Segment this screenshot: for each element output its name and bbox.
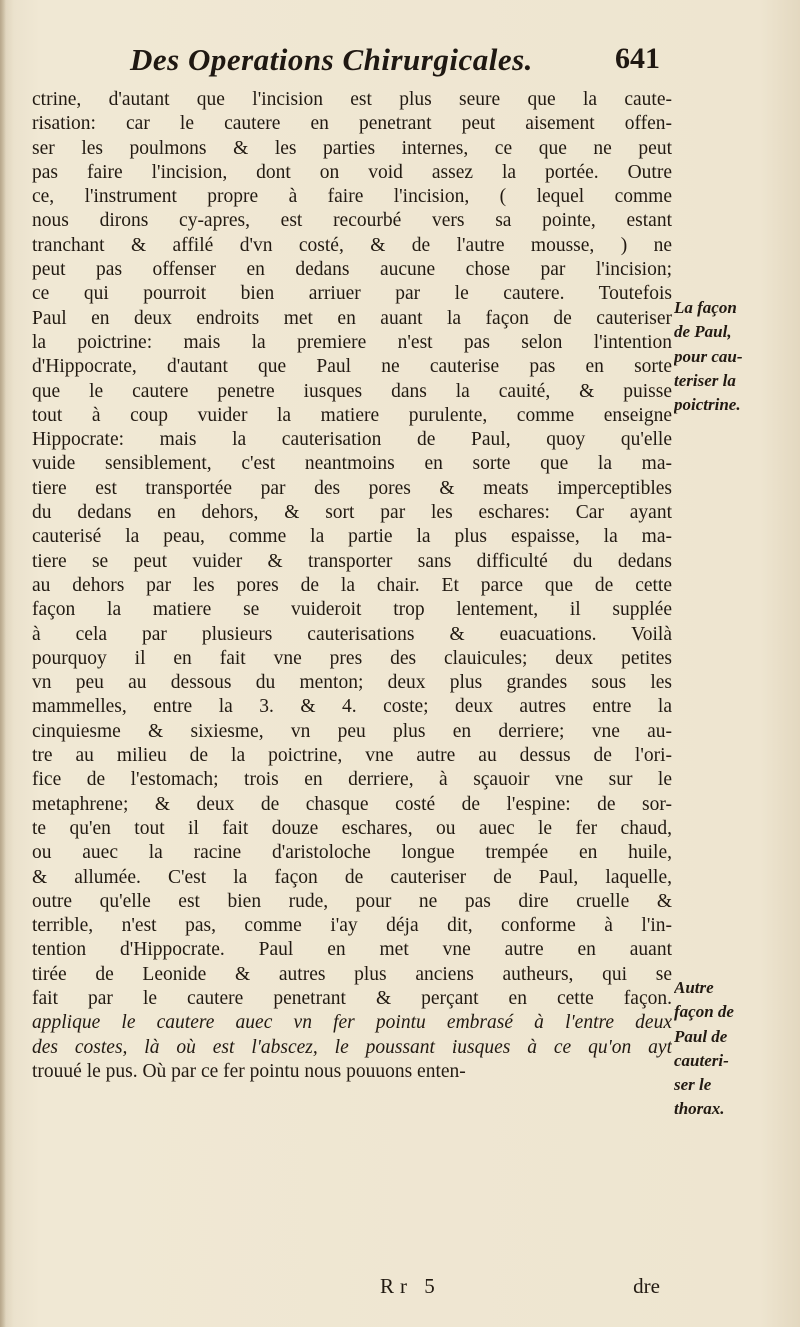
text-line: ou auec la racine d'aristoloche longue trempée en huile, <box>32 842 672 864</box>
text-line: ser les poulmons & les parties internes, ce que ne peut <box>32 137 672 159</box>
text-line: ctrine, d'autant que l'incision est plus seure que la caute- <box>32 89 672 110</box>
text-line: pas faire l'incision, dont on void assez la portée. Outre <box>32 161 672 183</box>
text-line: tention d'Hippocrate. Paul en met vne autre en auant <box>32 939 672 961</box>
page-header <box>130 42 660 82</box>
marginal-note: façon de <box>674 1002 734 1022</box>
marginal-note: Paul de <box>674 1026 728 1046</box>
text-line: & allumée. C'est la façon de cauteriser de Paul, laquelle, <box>32 866 672 888</box>
catchword: dre <box>633 1274 660 1298</box>
marginal-note: pour cau- <box>674 346 743 366</box>
text-line-italic: applique le cautere auec vn fer pointu embrasé à l'entre deux <box>32 1012 672 1034</box>
body-text <box>32 88 672 1084</box>
marginal-note: poictrine. <box>674 395 741 415</box>
text-line: te qu'en tout il fait douze eschares, ou auec le fer chaud, <box>32 817 672 839</box>
marginal-note-group <box>674 296 792 417</box>
text-line: du dedans en dehors, & sort par les eschares: Car ayant <box>32 502 672 524</box>
text-line: cauterisé la peau, comme la partie la plus espaisse, la ma- <box>32 526 672 548</box>
text-line: d'Hippocrate, d'autant que Paul ne cauterise pas en sorte <box>32 356 672 378</box>
text-line: cinquiesme & sixiesme, vn peu plus en derriere; vne au- <box>32 720 672 742</box>
text-line: ce qui pourroit bien arriuer par le cautere. Toutefois <box>32 283 672 305</box>
text-line: nous dirons cy-apres, est recourbé vers sa pointe, estant <box>32 210 672 232</box>
text-line: tre au milieu de la poictrine, vne autre au dessus de l'ori- <box>32 745 672 767</box>
text-line-italic: des costes, là où est l'abscez, le poussant iusques à ce qu'on ayt <box>32 1036 672 1058</box>
marginal-note: La façon <box>674 298 737 317</box>
marginal-note: ser le <box>674 1075 712 1095</box>
running-title: Des Operations Chirurgicales. <box>130 42 533 77</box>
text-line: Paul en deux endroits met en auant la façon de cauteriser <box>32 307 672 329</box>
text-line: Hippocrate: mais la cauterisation de Paul, quoy qu'elle <box>32 429 672 451</box>
text-line: fait par le cautere penetrant & perçant en cette façon. <box>32 987 672 1009</box>
marginal-note: de Paul, <box>674 322 732 342</box>
text-line: risation: car le cautere en penetrant peut aisement offen- <box>32 113 672 135</box>
marginal-note: thorax. <box>674 1099 725 1119</box>
page-number: 641 <box>615 42 660 75</box>
page-footer <box>300 1274 660 1306</box>
text-line: fice de l'estomach; trois en derriere, à sçauoir vne sur le <box>32 769 672 791</box>
text-line: peut pas offenser en dedans aucune chose par l'incision; <box>32 259 672 281</box>
gutter-shadow <box>0 0 6 1327</box>
text-line: ce, l'instrument propre à faire l'incision, ( lequel comme <box>32 186 672 208</box>
text-line: pourquoy il en fait vne pres des clauicules; deux petites <box>32 647 672 669</box>
marginal-note-group <box>674 976 792 1122</box>
text-line: vuide sensiblement, c'est neantmoins en sorte que la ma- <box>32 453 672 475</box>
signature-mark: Rr 5 <box>380 1274 441 1298</box>
text-line: à cela par plusieurs cauterisations & euacuations. Voilà <box>32 623 672 645</box>
text-line: la poictrine: mais la premiere n'est pas selon l'intention <box>32 331 672 353</box>
text-line: outre qu'elle est bien rude, pour ne pas dire cruelle & <box>32 890 672 912</box>
text-line: vn peu au dessous du menton; deux plus grandes sous les <box>32 672 672 694</box>
text-line: tiere se peut vuider & transporter sans difficulté du dedans <box>32 550 672 572</box>
text-line: tout à coup vuider la matiere purulente, comme enseigne <box>32 404 672 426</box>
text-line: tiere est transportée par des pores & meats imperceptibles <box>32 477 672 499</box>
text-line: façon la matiere se vuideroit trop lentement, il supplée <box>32 599 672 621</box>
text-line: metaphrene; & deux de chasque costé de l'espine: de sor- <box>32 793 672 815</box>
text-line: trouué le pus. Où par ce fer pointu nous pouuons enten- <box>32 1060 466 1082</box>
text-line: au dehors par les pores de la chair. Et parce que de cette <box>32 574 672 596</box>
text-line: que le cautere penetre iusques dans la cauité, & puisse <box>32 380 672 402</box>
text-line: terrible, n'est pas, comme i'ay déja dit, conforme à l'in- <box>32 915 672 937</box>
marginal-note: teriser la <box>674 370 736 390</box>
text-line: tirée de Leonide & autres plus anciens autheurs, qui se <box>32 963 672 985</box>
text-line: mammelles, entre la 3. & 4. coste; deux autres entre la <box>32 696 672 718</box>
text-line: tranchant & affilé d'vn costé, & de l'autre mousse, ) ne <box>32 234 672 256</box>
marginal-note: cauteri- <box>674 1050 729 1070</box>
marginal-note: Autre <box>674 978 714 997</box>
